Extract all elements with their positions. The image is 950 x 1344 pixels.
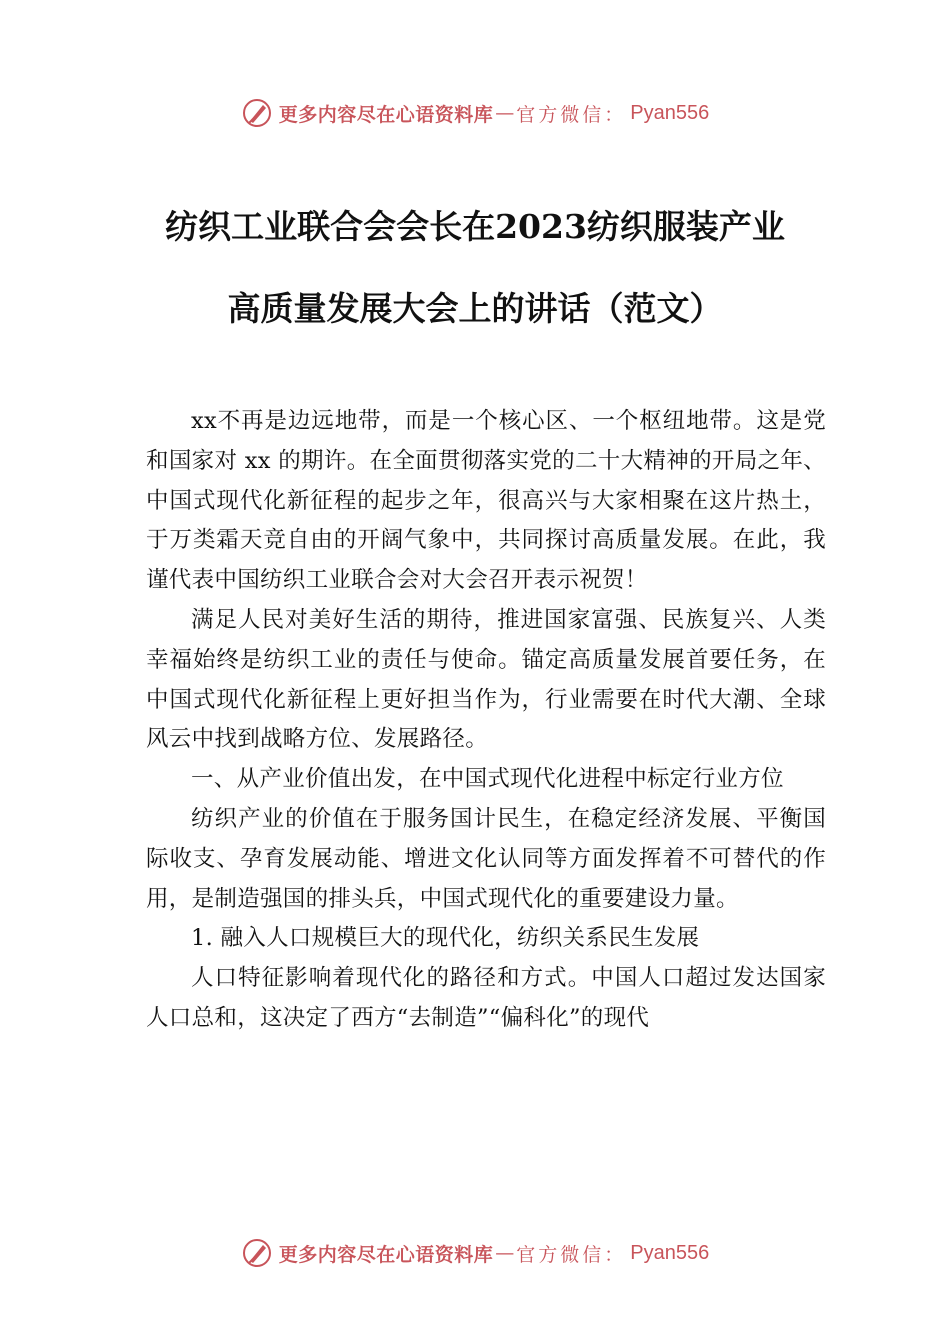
- banner-dash: —: [495, 1242, 515, 1264]
- banner-dash: —: [495, 102, 515, 124]
- section-heading-1: 一、从产业价值出发，在中国式现代化进程中标定行业方位: [191, 766, 784, 793]
- document-title: [60, 186, 890, 350]
- header-banner: [0, 93, 950, 133]
- banner-wechat-label: 官方微信：: [516, 1243, 627, 1266]
- document-body: [146, 402, 826, 1039]
- banner-slogan: 更多内容尽在心语资料库: [278, 1243, 494, 1266]
- banner-wechat-id: Pyan556: [630, 101, 710, 124]
- banner-slogan: 更多内容尽在心语资料库: [278, 103, 494, 126]
- title-line-1: 纺织工业联合会会长在2023纺织服装产业: [165, 207, 785, 246]
- paragraph-industry-value: 纺织产业的价值在于服务国计民生，在稳定经济发展、平衡国际收支、孕育发展动能、增进文化认同等方面发挥着不可替代的作用，是制造强国的排头兵，中国式现代化的重要建设力量。: [146, 805, 826, 912]
- title-line-2: 高质量发展大会上的讲话（范文）: [227, 289, 723, 328]
- footer-banner: [0, 1233, 950, 1273]
- quill-pen-logo-icon: [241, 1237, 273, 1269]
- banner-wechat-label: 官方微信：: [516, 103, 627, 126]
- banner-wechat-id: Pyan556: [630, 1241, 710, 1264]
- paragraph-intro: xx不再是边远地带，而是一个核心区、一个枢纽地带。这是党和国家对 xx 的期许。在全面贯彻落实党的二十大精神的开局之年、中国式现代化新征程的起步之年，很高兴与大家相聚在这片热土，于万类霜天竞自由的开阔气象中，共同探讨高质量发展。在此，我谨代表中国纺织工业联合会对大会召开表示祝贺！: [146, 408, 826, 594]
- subsection-heading-1: 1. 融入人口规模巨大的现代化，纺织关系民生发展: [191, 925, 700, 952]
- paragraph-mission: 满足人民对美好生活的期待，推进国家富强、民族复兴、人类幸福始终是纺织工业的责任与使命。锚定高质量发展首要任务，在中国式现代化新征程上更好担当作为，行业需要在时代大潮、全球风云中找到战略方位、发展路径。: [146, 606, 826, 753]
- quill-pen-logo-icon: [241, 97, 273, 129]
- paragraph-population: 人口特征影响着现代化的路径和方式。中国人口超过发达国家人口总和，这决定了西方“去制造”“偏科化”的现代: [146, 965, 826, 1031]
